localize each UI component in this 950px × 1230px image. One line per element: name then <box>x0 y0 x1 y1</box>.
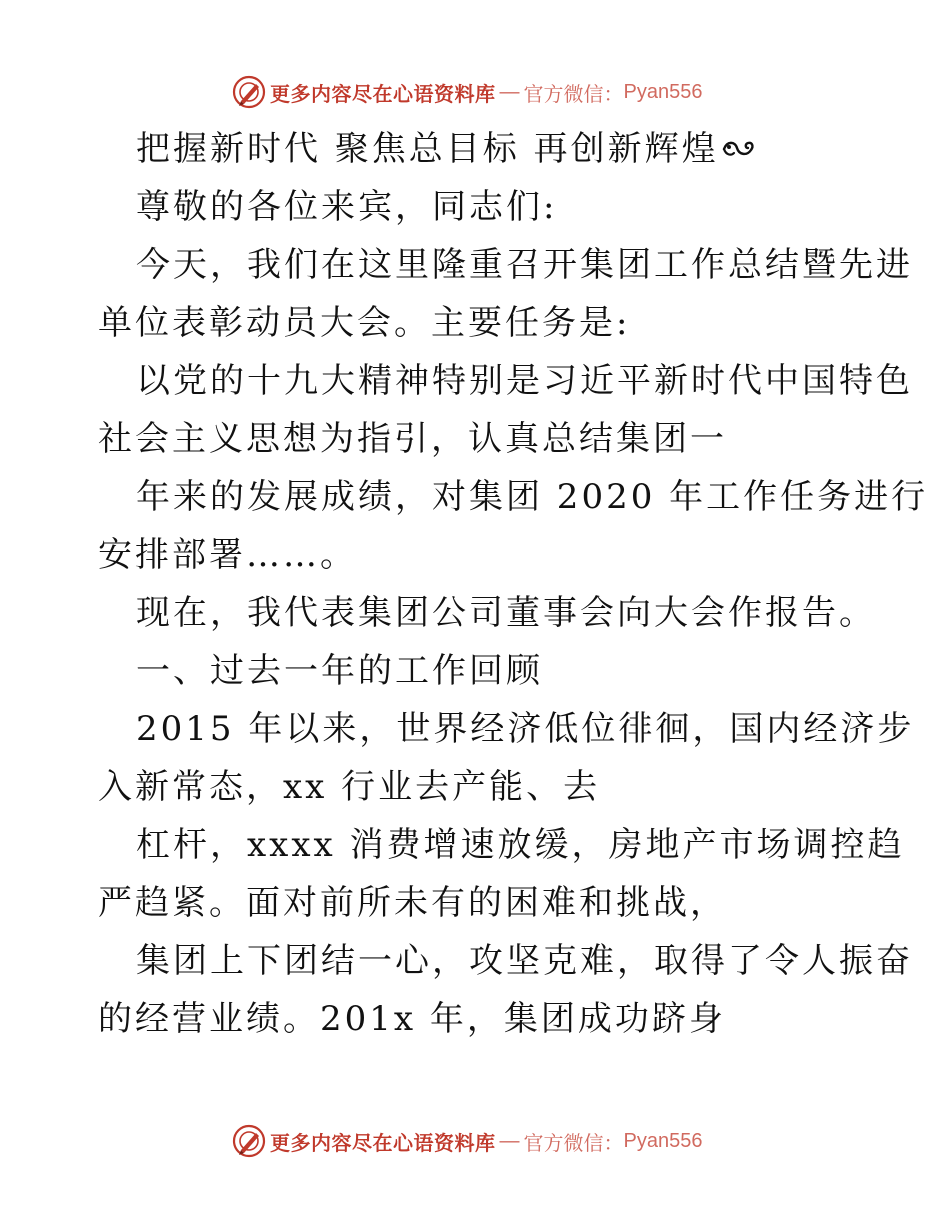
header-banner <box>232 72 752 112</box>
salutation-line: 尊敬的各位来宾，同志们: <box>136 187 558 227</box>
paragraph-line: 的经营业绩。201x 年，集团成功跻身 <box>98 999 726 1039</box>
paragraph-line: 安排部署……。 <box>98 535 357 575</box>
official-wechat-label: 官方微信： <box>523 1130 624 1155</box>
wechat-id: Pyan556 <box>623 80 703 103</box>
pen-logo-icon <box>232 1124 266 1158</box>
flourish-ornament-icon <box>721 137 757 161</box>
paragraph-line: 社会主义思想为指引，认真总结集团一 <box>98 419 727 459</box>
banner-separator: — <box>499 1129 520 1152</box>
document-body <box>98 120 929 1048</box>
paragraph-line: 杠杆，xxxx 消费增速放缓，房地产市场调控趋 <box>136 825 905 865</box>
footer-banner <box>232 1121 752 1161</box>
paragraph-line: 现在，我代表集团公司董事会向大会作报告。 <box>136 593 876 633</box>
document-title-line <box>98 120 858 178</box>
paragraph-line: 入新常态，xx 行业去产能、去 <box>98 767 601 807</box>
pen-logo-icon <box>232 75 266 109</box>
site-name-text: 更多内容尽在心语资料库 <box>270 81 496 106</box>
paragraph-line: 单位表彰动员大会。主要任务是: <box>98 303 631 343</box>
paragraph-line: 以党的十九大精神特别是习近平新时代中国特色 <box>136 361 913 401</box>
paragraph-line: 年来的发展成绩，对集团 2020 年工作任务进行 <box>136 477 929 517</box>
paragraph-line: 今天，我们在这里隆重召开集团工作总结暨先进 <box>136 245 913 285</box>
section-heading: 一、过去一年的工作回顾 <box>136 651 543 691</box>
banner-separator: — <box>499 80 520 103</box>
paragraph-line: 2015 年以来，世界经济低位徘徊，国内经济步 <box>136 709 915 749</box>
document-title: 把握新时代 聚焦总目标 再创新辉煌 <box>136 129 719 169</box>
site-name-text: 更多内容尽在心语资料库 <box>270 1130 496 1155</box>
paragraph-line: 集团上下团结一心，攻坚克难，取得了令人振奋 <box>136 941 913 981</box>
official-wechat-label: 官方微信： <box>523 81 624 106</box>
wechat-id: Pyan556 <box>623 1129 703 1152</box>
paragraph-line: 严趋紧。面对前所未有的困难和挑战， <box>98 883 727 923</box>
